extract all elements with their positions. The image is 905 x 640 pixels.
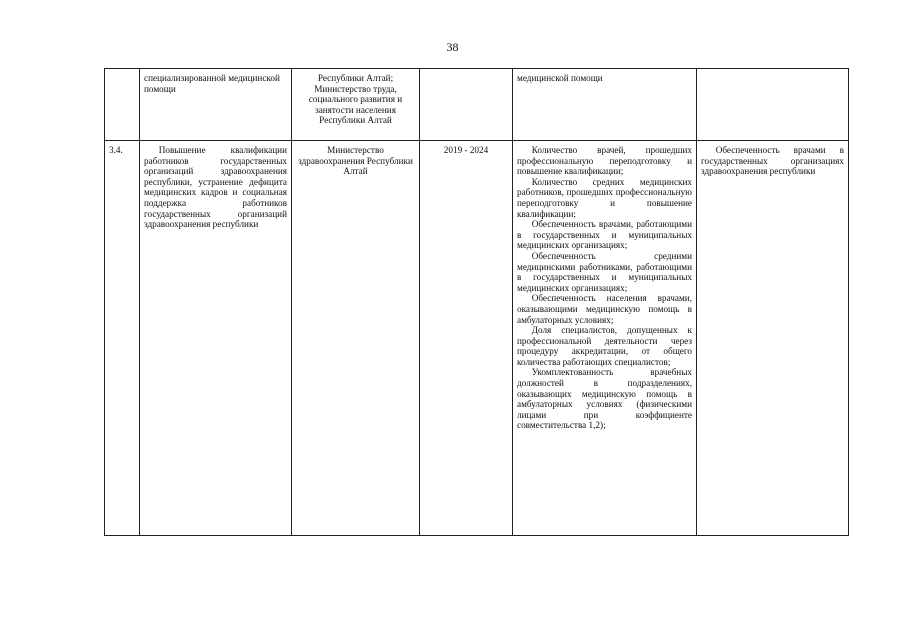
indicator-item: Укомплектованность врачебных должностей в подразделениях, оказывающих медицинскую помощь в амбулаторных условиях (физическими лицами при коэффициенте совместительства 1,2);: [517, 367, 692, 431]
cell-period: [420, 69, 513, 141]
measure-name: специализированной медицинской помощи: [144, 73, 280, 94]
cell-result: Обеспеченность врачами в государственных организациях здравоохранения республики: [697, 141, 849, 536]
cell-number: 3.4.: [105, 141, 140, 536]
page-number: 38: [446, 40, 459, 54]
indicator-item: Доля специалистов, допущенных к профессиональной деятельности через процедуру аккредитации, от общего количества работающих специалистов;: [517, 325, 692, 367]
indicator-item: Обеспеченность средними медицинскими работниками, работающими в государственных и муниципальных медицинских организациях;: [517, 250, 692, 293]
cell-period: 2019 - 2024: [420, 141, 513, 536]
program-table: [104, 68, 849, 536]
cell-result: [697, 69, 849, 141]
cell-measure-name: Повышение квалификации работников государственных организаций здравоохранения республики, устранение дефицита медицинских кадров и социальная поддержка работников государственных организаций здравоохранения республики: [140, 141, 292, 536]
table-row: [105, 141, 849, 536]
cell-executor: Республики Алтай; Министерство труда, социального развития и занятости населения Республики Алтай: [292, 69, 420, 141]
cell-indicators: [513, 69, 697, 141]
indicator-item: медицинской помощи: [517, 73, 603, 83]
cell-executor: Министерство здравоохранения Республики Алтай: [292, 141, 420, 536]
indicator-item: Количество врачей, прошедших профессиональную переподготовку и повышение квалификации;: [517, 145, 692, 177]
cell-number: [105, 69, 140, 141]
indicator-item: Обеспеченность населения врачами, оказывающими медицинскую помощь в амбулаторных условиях;: [517, 293, 692, 325]
table-row: [105, 69, 849, 141]
indicator-item: Обеспеченность врачами, работающими в государственных и муниципальных медицинских организациях;: [517, 219, 692, 251]
indicator-item: Количество средних медицинских работников, прошедших профессиональную переподготовку и повышение квалификации;: [517, 176, 692, 219]
cell-measure-name: [140, 69, 292, 141]
cell-indicators: [513, 141, 697, 536]
